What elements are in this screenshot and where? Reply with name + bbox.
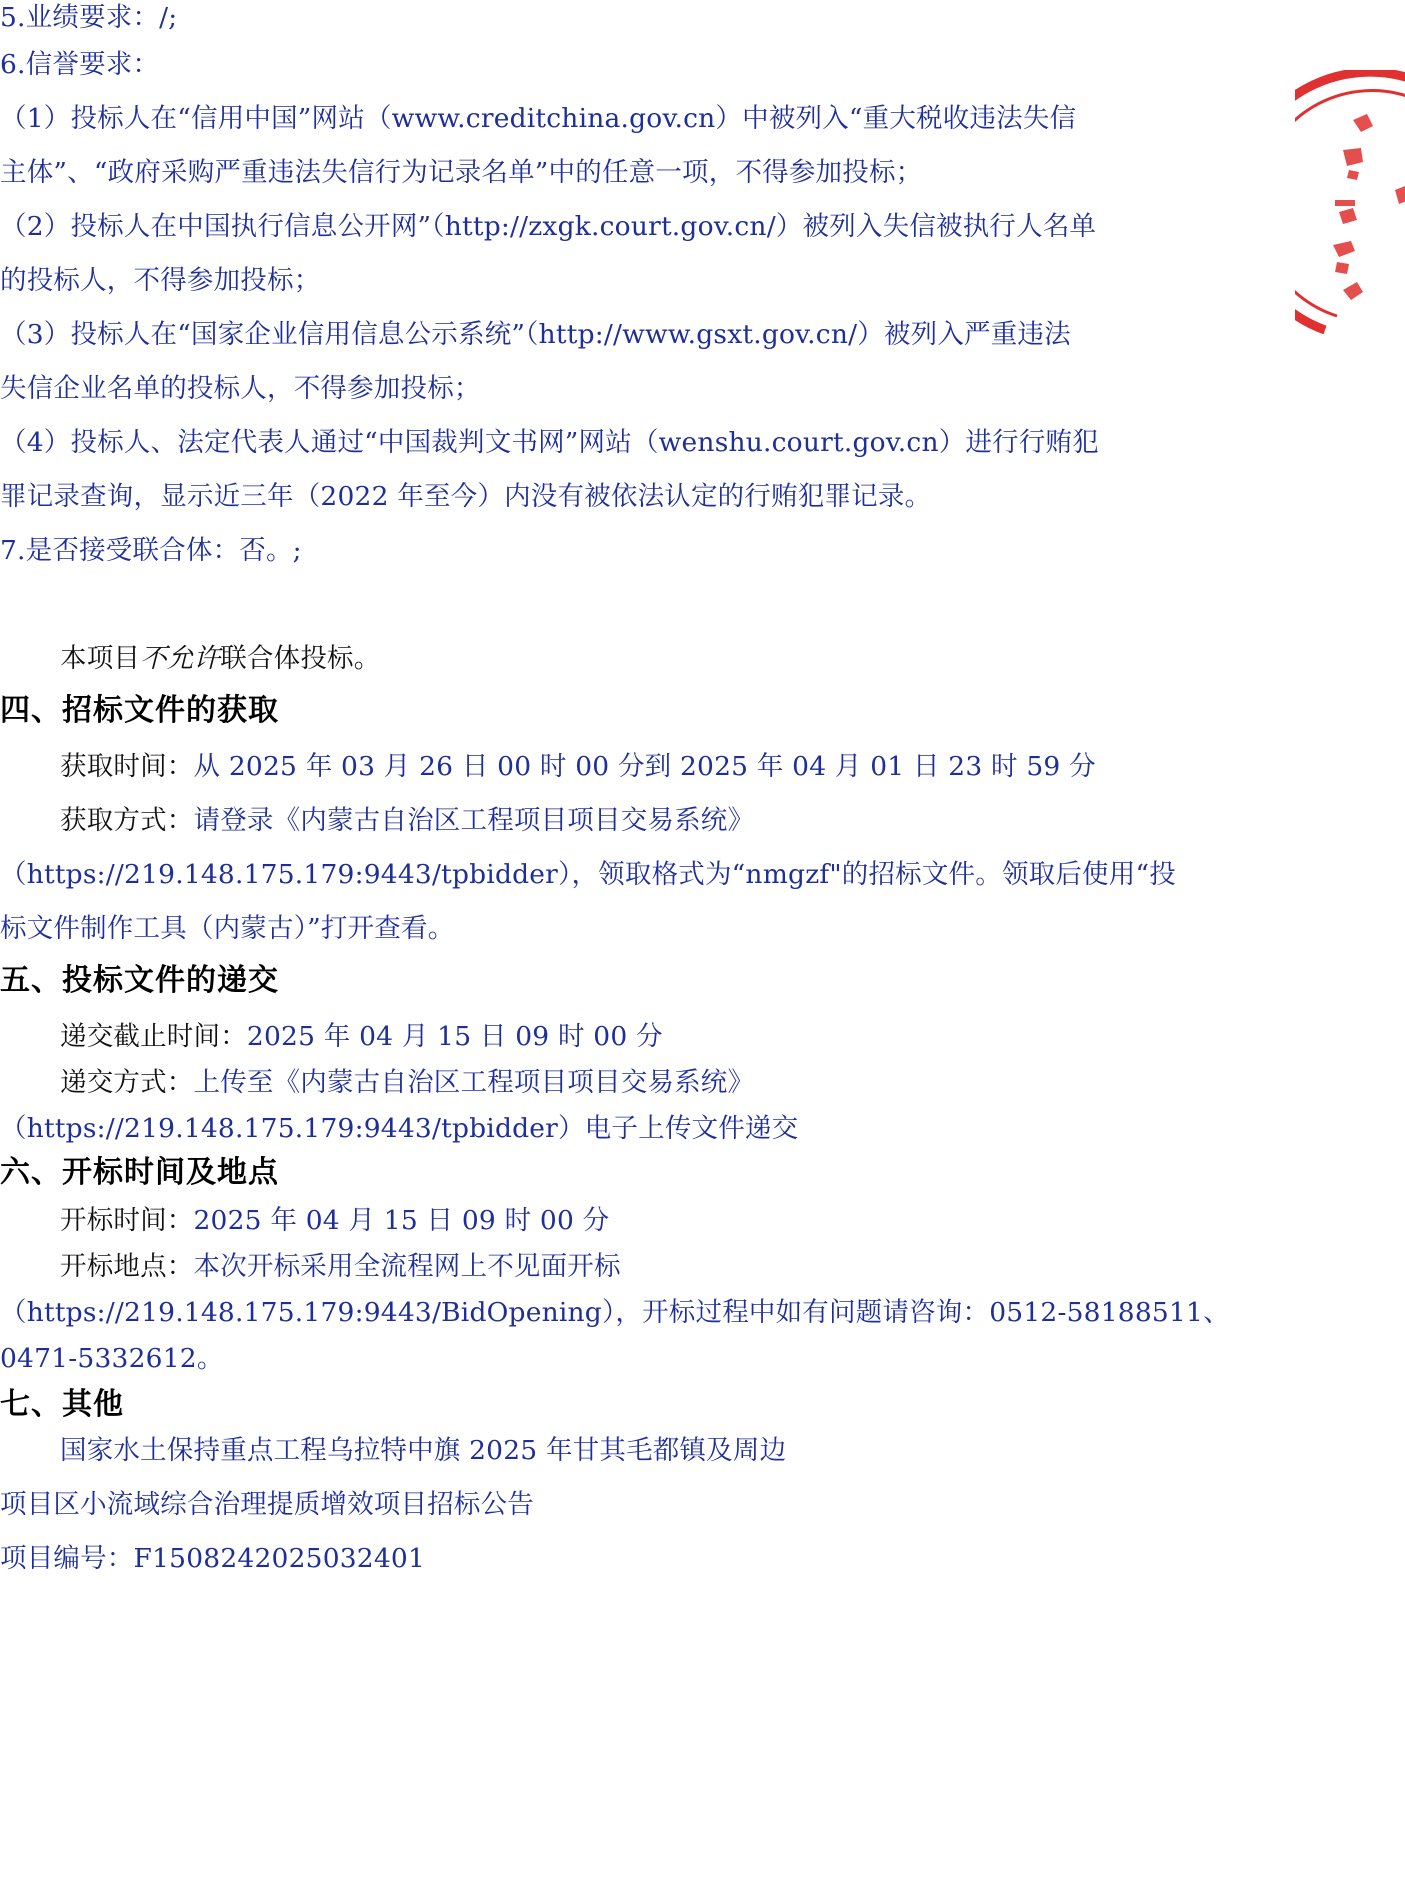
credit-item-3-line-2: 失信企业名单的投标人，不得参加投标； <box>0 373 481 404</box>
opening-place-label: 开标地点： <box>60 1251 194 1282</box>
consortium-requirement: 7.是否接受联合体：否。; <box>0 535 302 566</box>
credit-item-2-line-2: 的投标人，不得参加投标； <box>0 265 321 296</box>
acquire-method-value: 请登录《内蒙古自治区工程项目项目交易系统》 <box>193 805 755 836</box>
opening-time-label: 开标时间： <box>60 1205 194 1236</box>
project-name-line-2: 项目区小流域综合治理提质增效项目招标公告 <box>0 1489 534 1520</box>
credit-item-1-line-2: 主体”、“政府采购严重违法失信行为记录名单”中的任意一项，不得参加投标； <box>0 157 923 188</box>
acquire-time-value: 从 2025 年 03 月 26 日 00 时 00 分到 2025 年 04 月 01 日 23 时 59 分 <box>193 751 1096 782</box>
acquire-method <box>60 803 754 839</box>
section-4-heading: 四、招标文件的获取 <box>0 693 279 728</box>
submit-deadline-label: 递交截止时间： <box>60 1021 247 1052</box>
opening-time <box>60 1203 609 1239</box>
credit-item-1-line-1: （1）投标人在“信用中国”网站（www.creditchina.gov.cn）中被列入“重大税收违法失信 <box>0 103 1077 134</box>
consortium-suffix: 联合体投标。 <box>220 643 381 674</box>
credit-item-3-line-1: （3）投标人在“国家企业信用信息公示系统”（http://www.gsxt.gov.cn/）被列入严重违法 <box>0 319 1071 350</box>
section-5-heading: 五、投标文件的递交 <box>0 963 279 998</box>
submit-deadline <box>60 1019 663 1055</box>
acquire-method-label: 获取方式： <box>60 805 194 836</box>
project-number: 项目编号：F1508242025032401 <box>0 1543 426 1574</box>
red-seal-stamp <box>1295 70 1405 340</box>
acquire-time-label: 获取时间： <box>60 751 194 782</box>
credit-requirement-title: 6.信誉要求： <box>0 49 160 80</box>
opening-place-cont-1: （https://219.148.175.179:9443/BidOpening），开标过程中如有问题请咨询：0512-58188511、 <box>0 1297 1230 1328</box>
opening-time-value: 2025 年 04 月 15 日 09 时 00 分 <box>193 1205 610 1236</box>
performance-requirement: 5.业绩要求：/; <box>0 2 178 33</box>
acquire-method-cont-2: 标文件制作工具（内蒙古）”打开查看。 <box>0 913 455 944</box>
submit-method-cont: （https://219.148.175.179:9443/tpbidder）电子上传文件递交 <box>0 1113 799 1144</box>
consortium-statement <box>60 641 380 677</box>
credit-item-4-line-1: （4）投标人、法定代表人通过“中国裁判文书网”网站（wenshu.court.gov.cn）进行行贿犯 <box>0 427 1099 458</box>
section-7-heading: 七、其他 <box>0 1387 124 1422</box>
credit-item-4-line-2: 罪记录查询，显示近三年（2022 年至今）内没有被依法认定的行贿犯罪记录。 <box>0 481 932 512</box>
submit-method <box>60 1065 754 1101</box>
opening-place <box>60 1249 621 1285</box>
consortium-prefix: 本项目 <box>60 643 141 674</box>
opening-place-value: 本次开标采用全流程网上不见面开标 <box>193 1251 621 1282</box>
submit-method-value: 上传至《内蒙古自治区工程项目项目交易系统》 <box>193 1067 755 1098</box>
acquire-time <box>60 749 1096 785</box>
acquire-method-cont-1: （https://219.148.175.179:9443/tpbidder），领取格式为“nmgzf"的招标文件。领取后使用“投 <box>0 859 1176 890</box>
submit-deadline-value: 2025 年 04 月 15 日 09 时 00 分 <box>246 1021 663 1052</box>
consortium-not-allowed: 不允许 <box>140 643 221 674</box>
submit-method-label: 递交方式： <box>60 1067 194 1098</box>
opening-place-cont-2: 0471-5332612。 <box>0 1343 224 1374</box>
credit-item-2-line-1: （2）投标人在中国执行信息公开网”（http://zxgk.court.gov.cn/）被列入失信被执行人名单 <box>0 211 1097 242</box>
section-6-heading: 六、开标时间及地点 <box>0 1155 279 1190</box>
project-name-line-1: 国家水土保持重点工程乌拉特中旗 2025 年甘其毛都镇及周边 <box>60 1435 787 1466</box>
